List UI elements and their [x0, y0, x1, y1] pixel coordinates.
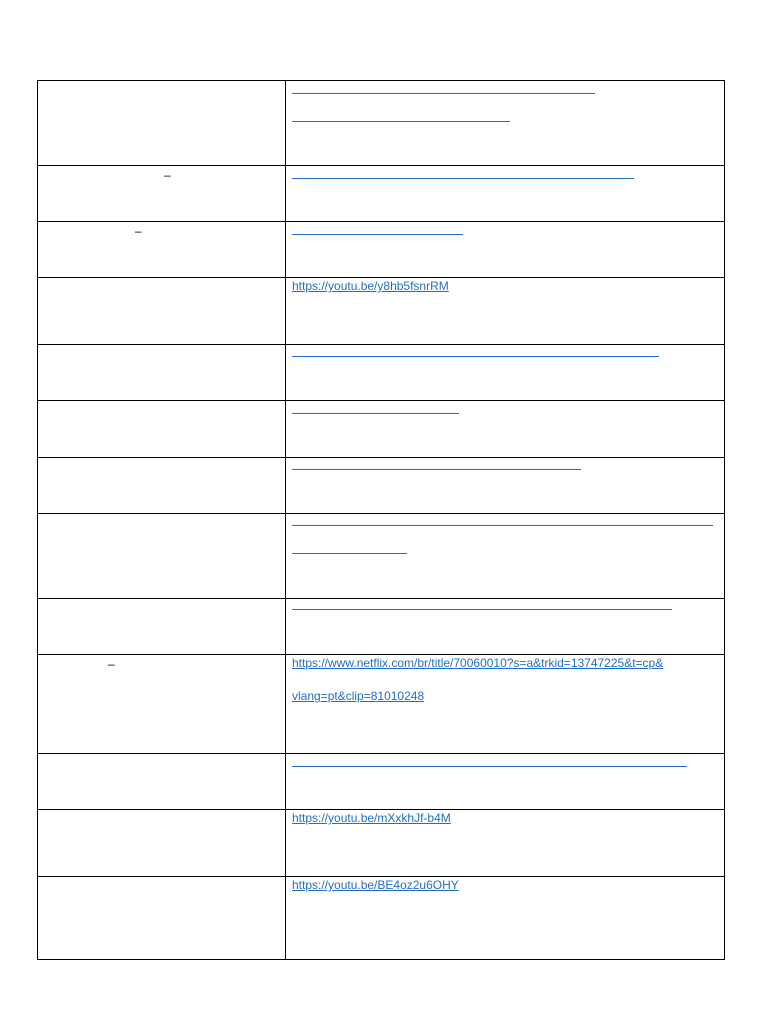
row-label-cell: [38, 514, 286, 599]
row-link-cell: [286, 810, 725, 877]
table-row: [38, 222, 725, 278]
table-row: [38, 401, 725, 458]
netflix-link[interactable]: https://www.netflix.com/br/title/70060010?s=a&trkid=13747225&t=cp&: [292, 656, 664, 670]
row-label-cell: [38, 877, 286, 960]
table-row: [38, 514, 725, 599]
link-underline[interactable]: [292, 553, 407, 554]
row-label-cell: [38, 655, 286, 754]
link-underline[interactable]: [292, 234, 463, 235]
row-label-cell: [38, 401, 286, 458]
row-label-cell: [38, 458, 286, 514]
row-label-cell: [38, 754, 286, 810]
table-row: [38, 599, 725, 655]
row-link-cell: [286, 166, 725, 222]
youtube-link[interactable]: https://youtu.be/mXxkhJf-b4M: [292, 811, 451, 825]
link-underline[interactable]: [292, 121, 510, 122]
row-label-cell: [38, 166, 286, 222]
youtube-link[interactable]: https://youtu.be/y8hb5fsnrRM: [292, 279, 449, 293]
row-link-cell: [286, 345, 725, 401]
table-row: [38, 754, 725, 810]
link-underline[interactable]: [292, 93, 595, 94]
row-label-cell: [38, 345, 286, 401]
row-link-cell: [286, 81, 725, 166]
table-row: [38, 166, 725, 222]
row-link-cell: [286, 278, 725, 345]
row-label-cell: [38, 81, 286, 166]
row-link-cell: [286, 655, 725, 754]
youtube-link[interactable]: https://youtu.be/BE4oz2u6OHY: [292, 878, 459, 892]
row-marker: –: [164, 168, 171, 182]
link-underline[interactable]: [292, 609, 672, 610]
table-row: [38, 877, 725, 960]
row-link-cell: [286, 877, 725, 960]
row-marker: –: [135, 224, 142, 238]
link-underline[interactable]: [292, 469, 581, 470]
row-link-cell: [286, 754, 725, 810]
link-underline[interactable]: [292, 766, 687, 767]
row-label-cell: [38, 599, 286, 655]
row-label-cell: [38, 222, 286, 278]
link-underline[interactable]: [292, 356, 659, 357]
row-label-cell: [38, 278, 286, 345]
row-link-cell: [286, 401, 725, 458]
table-row: [38, 81, 725, 166]
row-label-cell: [38, 810, 286, 877]
table-row: [38, 278, 725, 345]
netflix-link-continued[interactable]: vlang=pt&clip=81010248: [292, 689, 425, 703]
link-underline[interactable]: [292, 413, 459, 414]
table-row: [38, 810, 725, 877]
row-link-cell: [286, 458, 725, 514]
table-row: [38, 458, 725, 514]
row-marker: –: [108, 657, 115, 671]
row-link-cell: [286, 599, 725, 655]
table-row: [38, 655, 725, 754]
link-underline[interactable]: [292, 178, 634, 179]
document-table: [37, 80, 725, 960]
link-underline[interactable]: [292, 525, 713, 526]
row-link-cell: [286, 222, 725, 278]
row-link-cell: [286, 514, 725, 599]
table-row: [38, 345, 725, 401]
